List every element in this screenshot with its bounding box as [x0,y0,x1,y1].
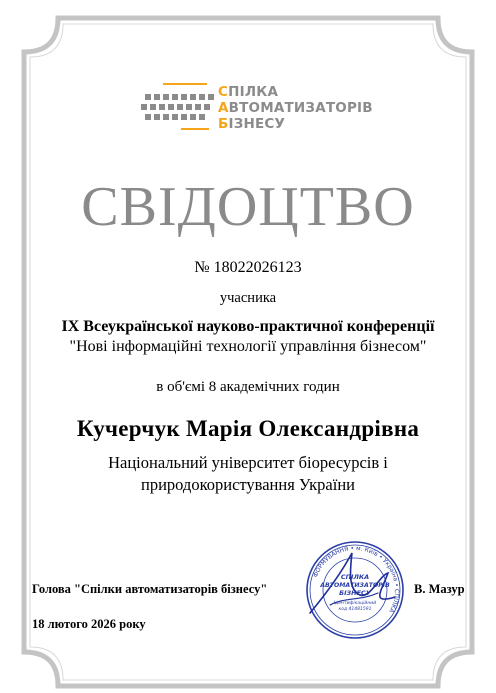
logo-line-3: ІЗНЕСУ [228,116,286,132]
certificate-number: № 18022026123 [194,259,302,276]
svg-text:код 41481591: код 41481591 [338,607,372,612]
conference-topic: "Нові інформаційні технології управління бізнесом" [69,338,427,355]
signer-name: В. Мазур [414,582,465,596]
certificate-title: СВІДОЦТВО [81,176,415,238]
official-stamp [300,535,410,645]
organization-line-2: природокористування України [141,475,355,494]
organization [0,452,496,496]
svg-text:АВТОМАТИЗАТОРІВ: АВТОМАТИЗАТОРІВ [320,582,390,589]
logo-text: СПІЛКА АВТОМАТИЗАТОРІВ БІЗНЕСУ [218,84,373,132]
organization-line-1: Національний університет біоресурсів і [108,453,388,472]
recipient-name: Кучерчук Марія Олександрівна [76,416,420,441]
signer-title: Голова "Спілки автоматизаторів бізнесу" [32,582,268,596]
logo-line-2: ВТОМАТИЗАТОРІВ [228,100,373,116]
conference-name: IX Всеукраїнської науково-практичної конференції [61,318,435,335]
svg-text:Ідентифікаційний: Ідентифікаційний [333,601,377,606]
svg-text:ФОРМУВАННЯ • м. Київ • Україна: ФОРМУВАННЯ • м. Київ • Україна • СПІЛКА [312,544,401,614]
participant-label: учасника [219,290,277,306]
svg-text:СПІЛКА: СПІЛКА [340,573,370,581]
svg-text:БІЗНЕСУ: БІЗНЕСУ [339,589,371,597]
hours-text: в об'ємі 8 академічних годин [156,379,340,395]
logo-line-1: ПІЛКА [228,84,279,100]
issue-date: 18 лютого 2026 року [32,617,146,631]
